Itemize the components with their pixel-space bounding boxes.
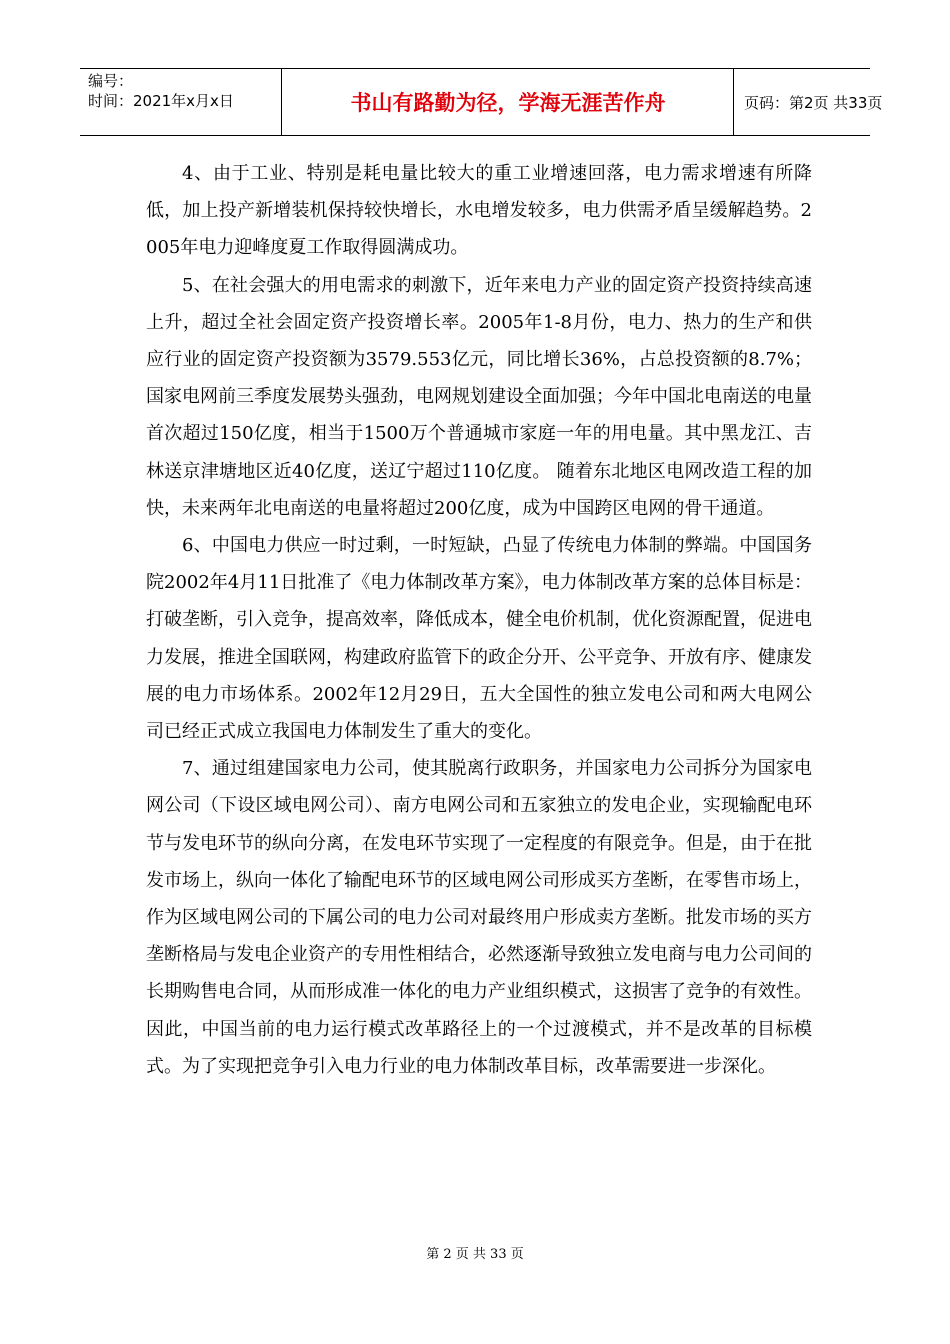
header-page-info: 页码：第2页 共33页 [744,94,883,112]
document-number-label: 编号： [88,72,134,90]
header-page-cell [734,69,883,135]
header-meta-cell [80,69,282,135]
paragraph-6: 6、中国电力供应一时过剩，一时短缺，凸显了传统电力体制的弊端。中国国务院2002年4月11日批准了《电力体制改革方案》，电力体制改革方案的总体目标是：打破垄断，引入竞争，提高效率，降低成本，健全电价机制，优化资源配置，促进电力发展，推进全国联网，构建政府监管下的政企分开、公平竞争、开放有序、健康发展的电力市场体系。2002年12月29日，五大全国性的独立发电公司和两大电网公司已经正式成立我国电力体制发生了重大的变化。 [146,535,812,743]
header-motto: 书山有路勤为径，学海无涯苦作舟 [350,91,666,115]
header-motto-cell [282,69,734,135]
document-date: 时间：2021年x月x日 [88,92,234,110]
page-footer: 第 2 页 共 33 页 [426,1247,524,1262]
paragraph-5: 5、在社会强大的用电需求的刺激下，近年来电力产业的固定资产投资持续高速上升，超过全社会固定资产投资增长率。2005年1-8月份，电力、热力的生产和供应行业的固定资产投资额为3579.553亿元，同比增长36%，占总投资额的8.7%；国家电网前三季度发展势头强劲，电网规划建设全面加强；今年中国北电南送的电量首次超过150亿度，相当于1500万个普通城市家庭一年的用电量。其中黑龙江、吉林送京津塘地区近40亿度，送辽宁超过110亿度。 随着东北地区电网改造工程的加快，未来两年北电南送的电量将超过200亿度，成为中国跨区电网的骨干通道。 [146,274,812,519]
paragraph-4: 4、由于工业、特别是耗电量比较大的重工业增速回落，电力需求增速有所降低，加上投产新增装机保持较快增长，水电增发较多，电力供需矛盾呈缓解趋势。2005年电力迎峰度夏工作取得圆满成功。 [146,163,812,259]
paragraph-7: 7、通过组建国家电力公司，使其脱离行政职务，并国家电力公司拆分为国家电网公司（下设区域电网公司）、南方电网公司和五家独立的发电企业，实现输配电环节与发电环节的纵向分离，在发电环节实现了一定程度的有限竞争。但是，由于在批发市场上，纵向一体化了输配电环节的区域电网公司形成买方垄断，在零售市场上，作为区域电网公司的下属公司的电力公司对最终用户形成卖方垄断。批发市场的买方垄断格局与发电企业资产的专用性相结合，必然逐渐导致独立发电商与电力公司间的长期购售电合同，从而形成准一体化的电力产业组织模式，这损害了竞争的有效性。因此，中国当前的电力运行模式改革路径上的一个过渡模式，并不是改革的目标模式。为了实现把竞争引入电力行业的电力体制改革目标，改革需要进一步深化。 [146,758,812,1077]
document-body [146,155,812,1085]
page-header [80,68,883,136]
